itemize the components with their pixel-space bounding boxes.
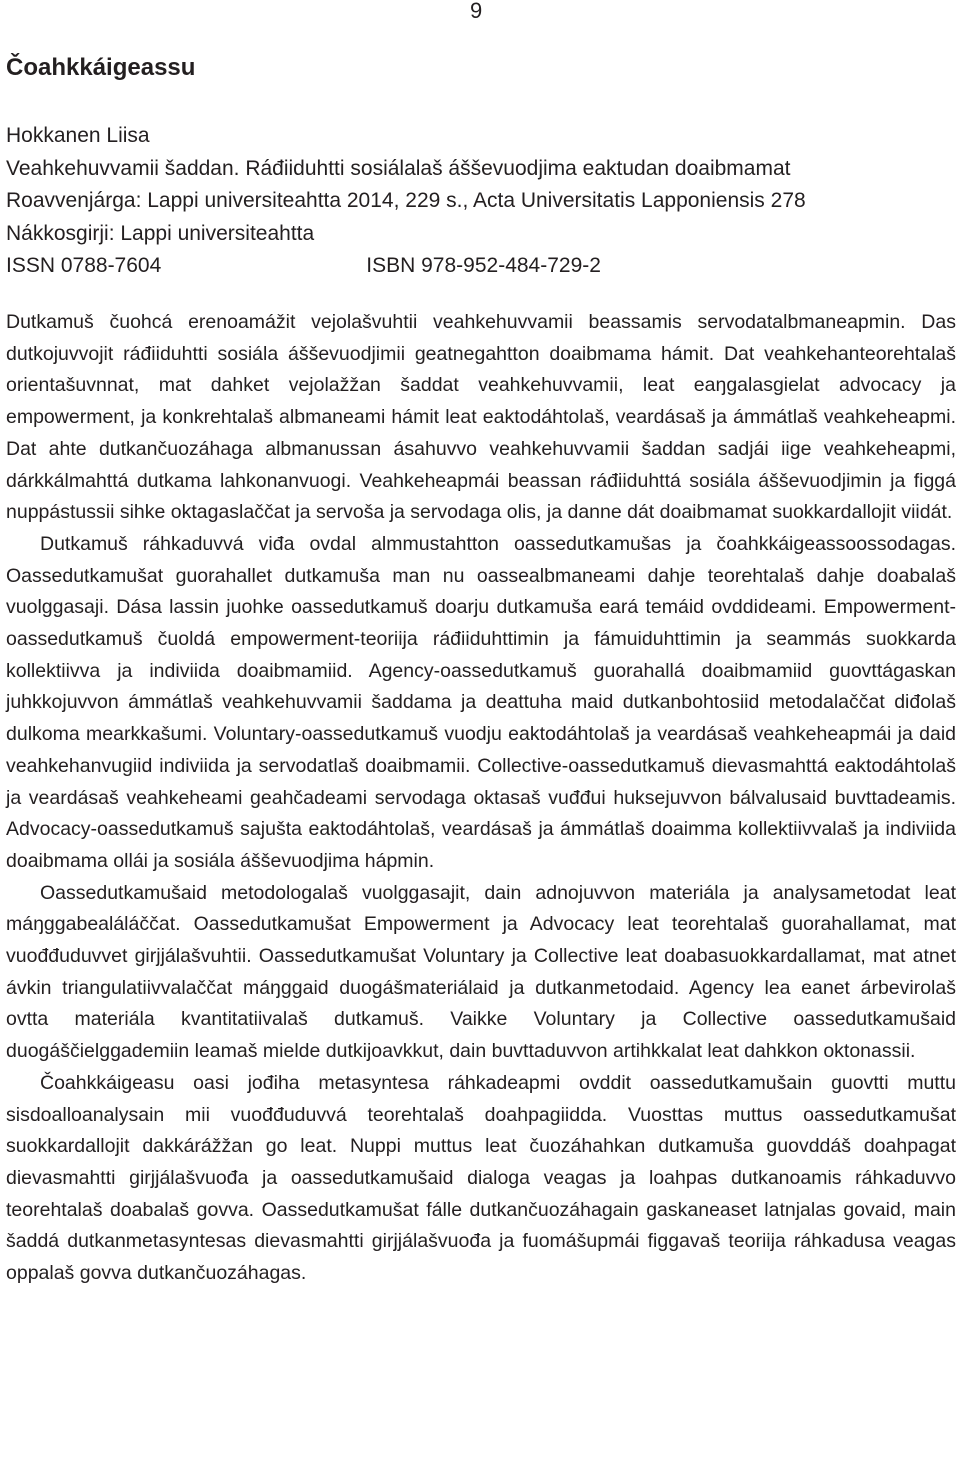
abstract-paragraph: Oassedutkamušaid metodologalaš vuolggasajit, dain adnojuvvon materiála ja analysametodat leat máŋggabealáláččat. Oassedutkamušat Empowerment ja Advocacy leat teorehtalaš guorahallamat, mat vuođđuduvvet girjjálašvuhtii. Oassedutkamušat Voluntary ja Collective leat doabasuokkardallamat, mat atnet ávkin triangulatiivvalaččat máŋggaid duogášmateriálaid ja dutkanmetodaid. Agency lea eanet árbevirolaš ovtta materiála kvantitatiivalaš dutkamuš. Vaikke Voluntary ja Collective oassedutkamušaid duogáščielggademiin leamaš mielde dutkijoavkkut, dain buvttaduvvon artihkkalat leat dahkkon oktonassii. bbox=[6, 881, 956, 1063]
identifier-line bbox=[6, 250, 956, 283]
issn: ISSN 0788-7604 bbox=[6, 254, 162, 277]
page-number: 9 bbox=[470, 0, 483, 23]
author-name: Hokkanen Liisa bbox=[6, 124, 150, 147]
isbn: ISBN 978-952-484-729-2 bbox=[366, 254, 601, 277]
abstract-body bbox=[6, 307, 956, 1290]
publication-info: Roavvenjárga: Lappi universiteahtta 2014, 229 s., Acta Universitatis Lapponiensis 278 bbox=[6, 189, 806, 212]
abstract-paragraph: Dutkamuš ráhkaduvvá viđa ovdal almmustahtton oassedutkamušas ja čoahkkáigeassoossodagas. Oassedutkamušat guorahallet dutkamuša man nu oassealbmaneami dahje teorehtalaš dahje doabalaš vuolggasaji. Dása lassin juohke oassedutkamuš doarju dutkamuša eará temáid ovddideami. Empowerment-oassedutkamuš čuoldá empowerment-teoriija ráđiiduhttimin ja fámuiduhttimin ja seammás suokkarda kollektiivva ja indiviida doaibmamiid. Agency-oassedutkamuš guorahallá doaibmamiid guovttágaskan juhkkojuvvon ámmátlaš veahkehuvvamii šaddama ja deattuha maid dutkanbohtosiid metodalaččat diđolaš dulkoma mearkkašumi. Voluntary-oassedutkamuš vuodju eaktodáhtolaš ja veardásaš veahkeheapmái ja daid veahkehanvugiid indiviida ja servodatlaš doaibmamii. Collective-oassedutkamuš dievasmahttá eaktodáhtolaš ja veardásaš veahkeheami geahčadeami servodaga oktasaš vuđđui huksejuvvon bálvalusaid buvttadeamis. Advocacy-oassedutkamuš sajušta eaktodáhtolaš, veardásaš ja ámmátlaš doaimma kollektiivvalaš ja indiviida doaibmama ollái ja sosiála ášševuodjima hápmin. bbox=[6, 532, 956, 872]
work-title: Veahkehuvvamii šaddan. Ráđiiduhtti sosiálalaš ášševuodjima eaktudan doaibmamat bbox=[6, 156, 791, 180]
abstract-paragraph: Čoahkkáigeasu oasi jođiha metasyntesa ráhkadeapmi ovddit oassedutkamušain guovtti muttu sisdoalloanalysain mii vuođđuduvvá teorehtalaš doahpagiidda. Vuosttas muttus oassedutkamušat suokkardallojit dakkárážžan go leat. Nuppi muttus leat čuozáhahkan dutkamuša guovddáš doahpagat dievasmahtti girjjálašvuođa ja oassedutkamušaid dialoga veagas ja loahpas dutkanoamis ráhkaduvvo teorehtalaš doabalaš govva. Oassedutkamušat fálle dutkančuozáhagain gaskaneaset latnjalas govaid, main šaddá dutkanmetasyntesas dievasmahtti girjjálašvuođa ja fuomášupmái figgavaš teoriija ráhkadusa veagas oppalaš govva dutkančuozáhagas. bbox=[6, 1071, 956, 1285]
page-title: Čoahkkáigeassu bbox=[6, 54, 196, 81]
abstract-paragraph: Dutkamuš čuohcá erenoamážit vejolašvuhtii veahkehuvvamii beassamis servodatalbmaneapmin. Das dutkojuvvojit ráđiiduhtti sosiála ášševuodjimii geatnegahtton doaibmama hámit. Dat veahkehanteorehtalaš orientašuvnnat, mat dahket vejolažžan šaddat veahkehuvvamii, leat eaŋgalasgielat advocacy ja empowerment, ja konkrehtalaš albmaneami hámit leat eaktodáhtolaš, veardásaš ja ámmátlaš veahkeheapmi. Dat ahte dutkančuozáhaga albmanussan ásahuvvo veahkehuvvamii šaddan sadjái iige veahkeheapmi, dárkkálmahttá dutkama lahkonanvuogi. Veahkeheapmái beassan ráđiiduhttá sosiála ášševuodjimin ja figgá nuppástussii sihke oktagaslaččat ja servoša ja servodaga olis, ja danne dát doaibmamat suokkardallojit viidát. bbox=[6, 311, 956, 524]
publisher-info: Nákkosgirji: Lappi universiteahtta bbox=[6, 221, 315, 245]
bibliographic-info bbox=[6, 120, 956, 283]
